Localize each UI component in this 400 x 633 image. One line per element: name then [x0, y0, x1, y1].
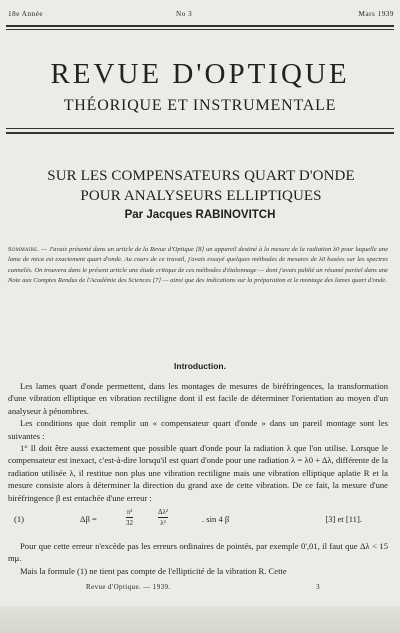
equation-number: (1) [14, 514, 25, 524]
header-rule-top [6, 25, 394, 27]
issue-year: 18e Année [8, 10, 44, 18]
equation-lhs: Δβ = [80, 514, 97, 524]
issue-date: Mars 1939 [358, 10, 394, 18]
footer-journal: Revue d'Optique. — 1939. [86, 583, 171, 591]
article-title-line1: SUR LES COMPENSATEURS QUART D'ONDE [47, 168, 355, 184]
journal-title: REVUE D'OPTIQUE [50, 58, 350, 90]
footer-page-number: 3 [316, 583, 320, 591]
fraction-pi-numerator: π² [126, 508, 133, 516]
article-title-line2: POUR ANALYSEURS ELLIPTIQUES [80, 188, 322, 204]
paragraph-1: Les lames quart d'onde permettent, dans les montages de mesures de biréfringences, la transformation d'une vibration elliptique en vibration rectiligne dont il est facile de déterminer l'orientation au moyen d'un analyseur à pénombres. [8, 381, 388, 416]
paragraph-3: 1° Il doit être aussi exactement que possible quart d'onde pour la radiation λ que l'on utilise. Lorsque le compensateur est inexact, c'est-à-dire lorsqu'il est quart d'onde pour une radiation λ = λ0 + Δλ, différente de la radiation utilisée λ, il restitue non plus une vibration rectiligne mais une vibration elliptique aplatie R et la mesure consiste alors à déterminer la direction du grand axe de cette vibration. De ce fait, la mesure d'une biréfringence β est entachée d'une erreur : [8, 443, 388, 503]
fraction-bar [126, 517, 133, 518]
fraction-lambda-numerator: Δλ² [158, 508, 168, 516]
masthead-rule-thick [6, 132, 394, 134]
introduction-body [8, 380, 388, 504]
article-byline: Par Jacques RABINOVITCH [124, 209, 276, 221]
summary-text: — J'avais présenté dans un article de la Revue d'Optique [8] un appareil destiné à la mesure de la radiation λ0 pour laquelle une lame de mica est exactement quart d'onde. Au cours de ce travail, j'avais essayé quelques méthodes de mesures de λ0 basées sur les spectres cannelés. On trouvera dans le présent article une étude critique de ces méthodes d'étalonnage — dont j'avais publié un résumé partiel dans une Note aux Comptes Rendus de l'Académie des Sciences [7] — ainsi que des indications sur la préparation et le montage des lames quart d'onde. [8, 246, 388, 284]
equation-references: [3] et [11]. [325, 514, 362, 524]
masthead-rule [6, 128, 394, 129]
paragraph-5: Mais la formule (1) ne tient pas compte de l'ellipticité de la vibration R. Cette [20, 565, 287, 576]
paragraph-4: Pour que cette erreur n'excède pas les erreurs ordinaires de pointés, par exemple 0',01, il faut que Δλ < 15 mμ. [8, 541, 388, 564]
journal-subtitle: THÉORIQUE ET INSTRUMENTALE [63, 97, 337, 114]
page-bottom-margin [0, 606, 400, 633]
paragraph-2: Les conditions que doit remplir un « compensateur quart d'onde » dans un pareil montage sont les suivantes : [8, 418, 388, 441]
summary-lead: Sommaire. [8, 246, 40, 253]
body-continued [8, 540, 388, 577]
fraction-bar [158, 517, 168, 518]
section-heading-introduction: Introduction. [174, 361, 226, 371]
fraction-lambda [158, 508, 168, 527]
equation-1 [8, 508, 388, 542]
header-rule-inner [6, 29, 394, 30]
article-summary [8, 245, 388, 286]
issue-header [8, 10, 394, 22]
issue-number: No 3 [176, 10, 193, 18]
page-footer [0, 583, 400, 595]
fraction-lambda-denominator: λ² [160, 519, 166, 527]
fraction-pi-denominator: 32 [126, 519, 133, 527]
equation-sine-term: . sin 4 β [202, 514, 230, 524]
fraction-pi [126, 508, 133, 527]
